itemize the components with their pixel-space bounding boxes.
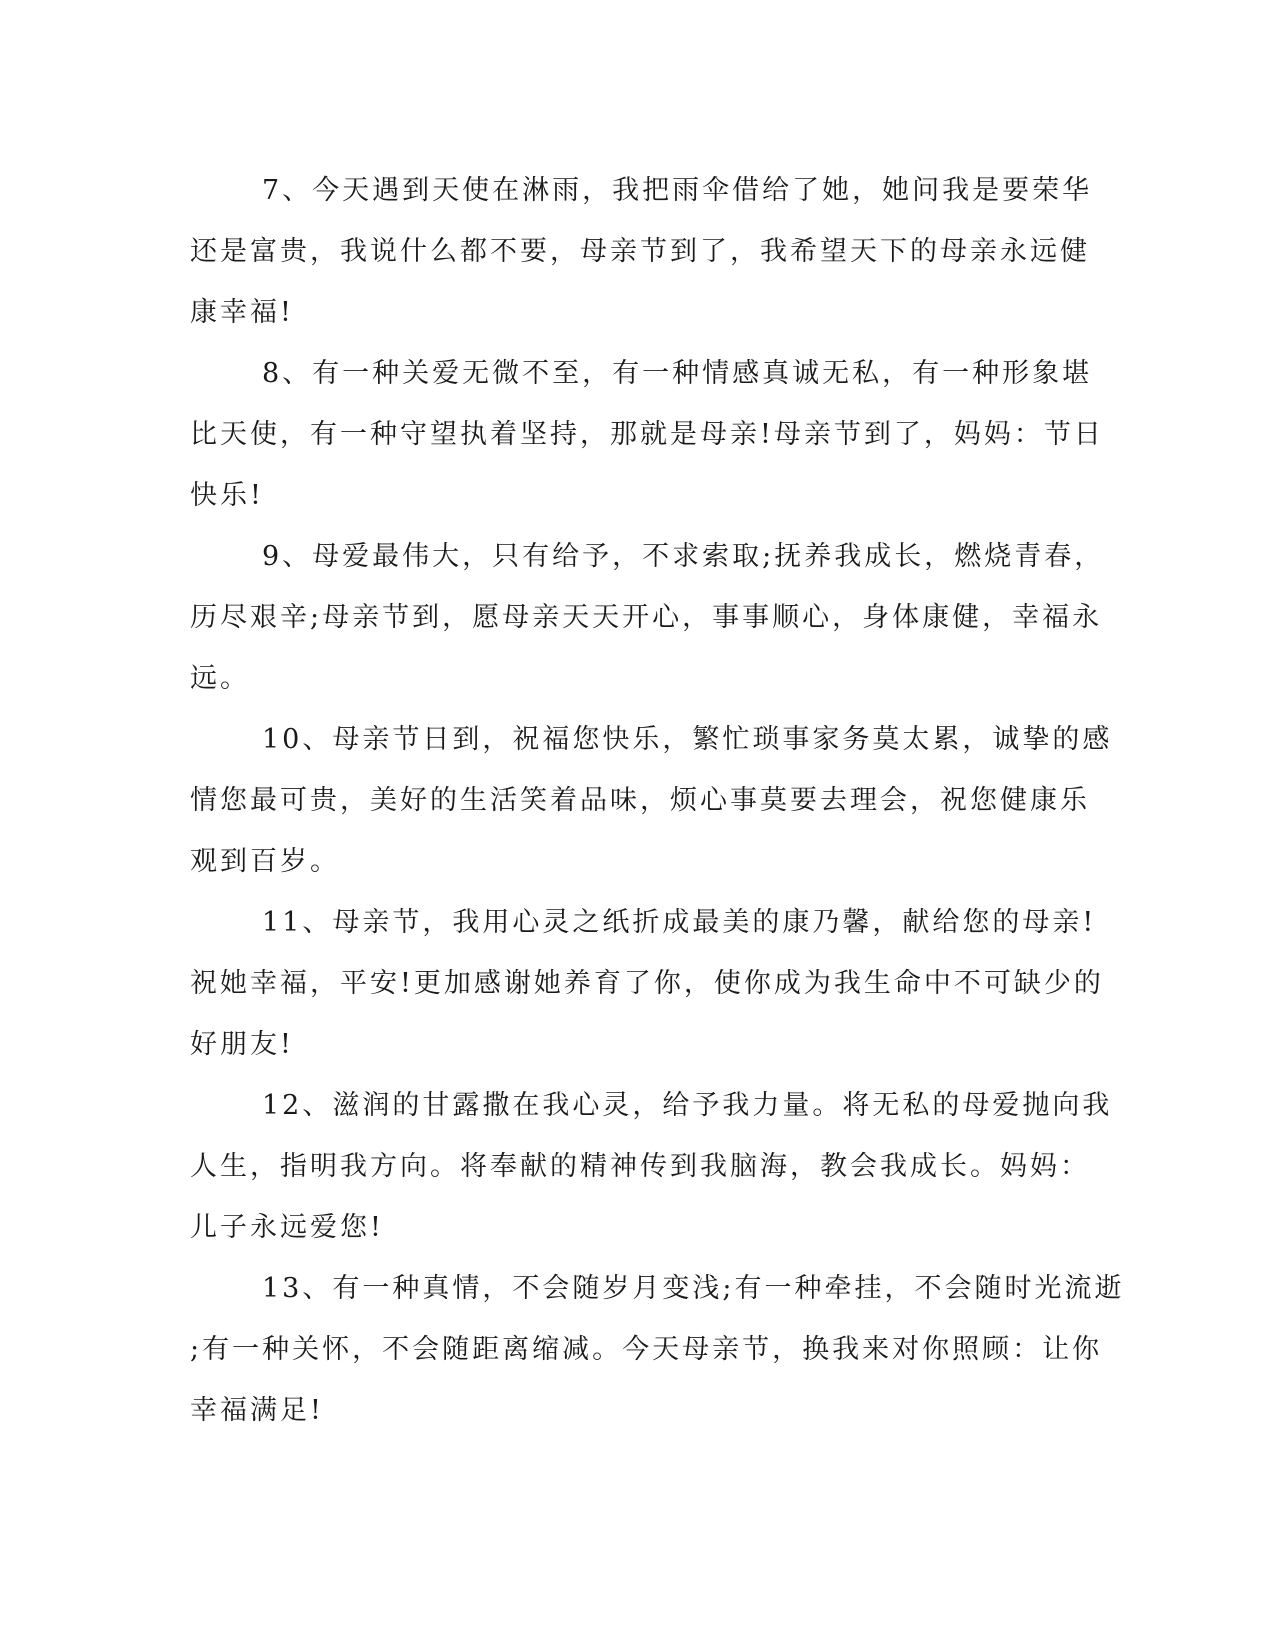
paragraph-line: 13、有一种真情，不会随岁月变浅;有一种牵挂，不会随时光流逝 — [262, 1273, 1125, 1304]
paragraph-9 — [190, 526, 1105, 709]
paragraph-line: 快乐! — [190, 480, 264, 511]
paragraph-12 — [190, 1075, 1113, 1258]
paragraph-line: 12、滋润的甘露撒在我心灵，给予我力量。将无私的母爱抛向我 — [262, 1090, 1113, 1121]
paragraph-line: 儿子永远爱您! — [190, 1212, 384, 1243]
paragraph-line: 康幸福! — [190, 297, 294, 328]
paragraph-11 — [190, 892, 1104, 1075]
paragraph-line: 人生，指明我方向。将奉献的精神传到我脑海，教会我成长。妈妈： — [190, 1151, 1090, 1182]
paragraph-line: 幸福满足! — [190, 1395, 324, 1426]
paragraph-line: 11、母亲节，我用心灵之纸折成最美的康乃馨，献给您的母亲! — [262, 907, 1097, 938]
paragraph-line: 历尽艰辛;母亲节到，愿母亲天天开心，事事顺心，身体康健，幸福永 — [190, 602, 1103, 633]
paragraph-13 — [190, 1258, 1125, 1441]
paragraph-line: 情您最可贵，美好的生活笑着品味，烦心事莫要去理会，祝您健康乐 — [190, 785, 1090, 816]
paragraph-line: 观到百岁。 — [190, 846, 340, 877]
paragraph-8 — [190, 343, 1104, 526]
paragraph-10 — [190, 709, 1113, 892]
paragraph-line: 远。 — [190, 663, 250, 694]
paragraph-7 — [190, 160, 1093, 343]
paragraph-line: 还是富贵，我说什么都不要，母亲节到了，我希望天下的母亲永远健 — [190, 236, 1090, 267]
paragraph-line: 祝她幸福，平安!更加感谢她养育了你，使你成为我生命中不可缺少的 — [190, 968, 1104, 999]
document-body — [190, 160, 1125, 1441]
paragraph-line: 9、母爱最伟大，只有给予，不求索取;抚养我成长，燃烧青春， — [262, 541, 1105, 572]
paragraph-line: 7、今天遇到天使在淋雨，我把雨伞借给了她，她问我是要荣华 — [262, 175, 1093, 206]
paragraph-line: 好朋友! — [190, 1029, 294, 1060]
paragraph-line: 比天使，有一种守望执着坚持，那就是母亲!母亲节到了，妈妈：节日 — [190, 419, 1104, 450]
paragraph-line: 10、母亲节日到，祝福您快乐，繁忙琐事家务莫太累，诚挚的感 — [262, 724, 1113, 755]
paragraph-line: ;有一种关怀，不会随距离缩减。今天母亲节，换我来对你照顾：让你 — [190, 1334, 1103, 1365]
paragraph-line: 8、有一种关爱无微不至，有一种情感真诚无私，有一种形象堪 — [262, 358, 1093, 389]
